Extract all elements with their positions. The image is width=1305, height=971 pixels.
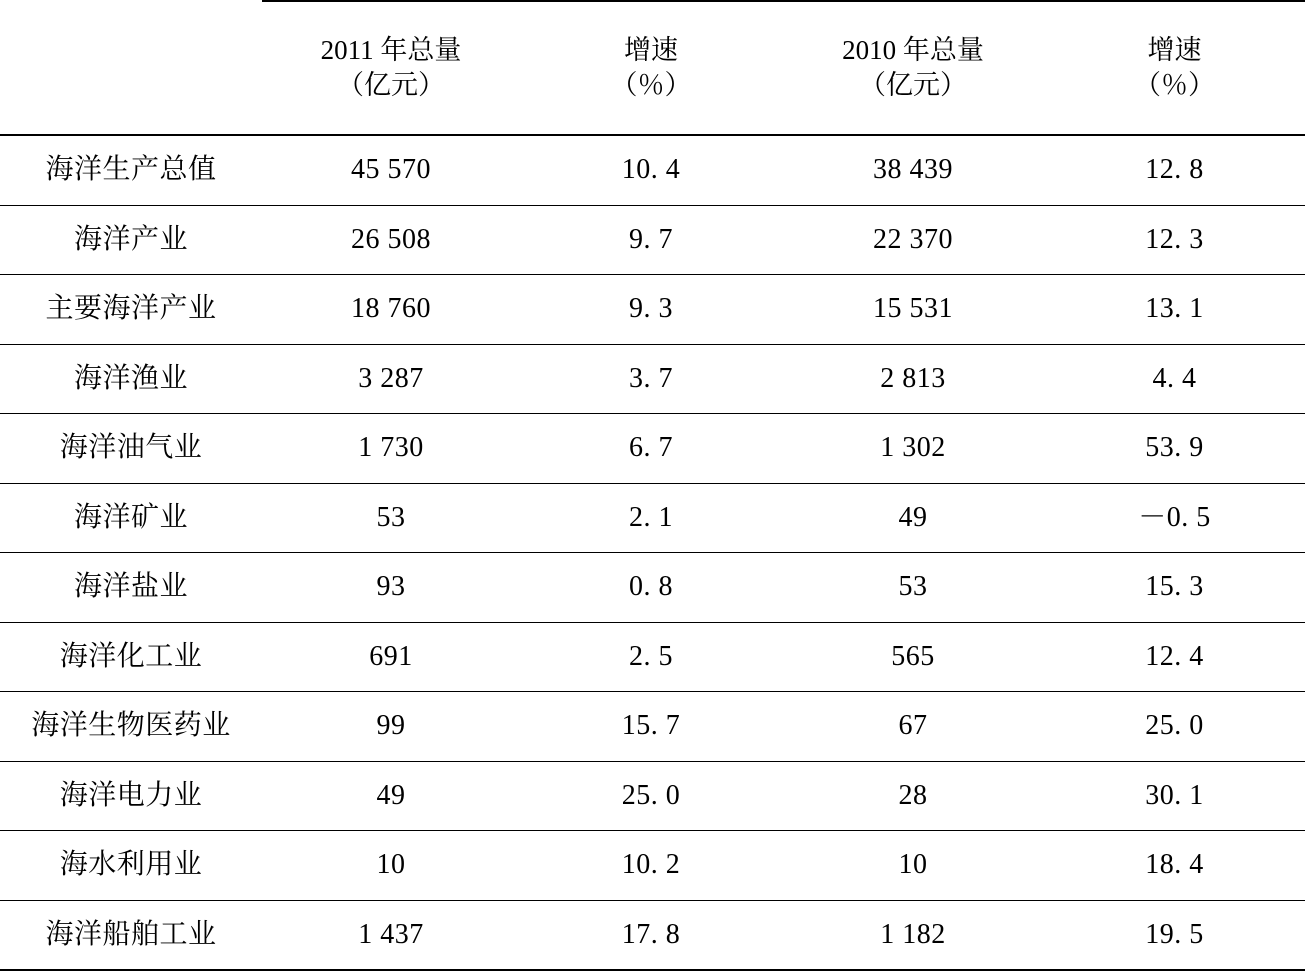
cell-growth-2010: 15. 3	[1044, 553, 1305, 623]
header-line-2: （％）	[1134, 70, 1215, 100]
cell-growth-2011: 10. 4	[520, 135, 782, 205]
cell-total-2010: 1 182	[782, 900, 1044, 970]
header-cell-growth-2010	[1044, 1, 1305, 135]
cell-growth-2010: 19. 5	[1044, 900, 1305, 970]
cell-growth-2010: 13. 1	[1044, 275, 1305, 345]
header-cell-corner	[0, 1, 262, 135]
table-row	[0, 275, 1305, 345]
cell-growth-2010: 25. 0	[1044, 692, 1305, 762]
table-row	[0, 761, 1305, 831]
row-label: 海洋渔业	[0, 344, 262, 414]
row-label: 海洋产业	[0, 205, 262, 275]
cell-growth-2010: －0. 5	[1044, 483, 1305, 553]
cell-total-2011: 53	[262, 483, 520, 553]
header-line-1: 增速	[1147, 35, 1202, 66]
cell-total-2010: 10	[782, 831, 1044, 901]
header-line-1: 增速	[624, 35, 678, 66]
cell-total-2011: 49	[262, 761, 520, 831]
table-row	[0, 344, 1305, 414]
cell-total-2011: 93	[262, 553, 520, 623]
cell-total-2011: 26 508	[262, 205, 520, 275]
cell-growth-2011: 25. 0	[520, 761, 782, 831]
cell-total-2011: 3 287	[262, 344, 520, 414]
cell-growth-2011: 9. 7	[520, 205, 782, 275]
cell-growth-2010: 53. 9	[1044, 414, 1305, 484]
cell-growth-2010: 12. 4	[1044, 622, 1305, 692]
cell-total-2011: 99	[262, 692, 520, 762]
cell-growth-2010: 12. 3	[1044, 205, 1305, 275]
table-row	[0, 553, 1305, 623]
cell-total-2011: 18 760	[262, 275, 520, 345]
cell-total-2011: 1 437	[262, 900, 520, 970]
row-label: 海洋生产总值	[0, 135, 262, 205]
cell-total-2010: 67	[782, 692, 1044, 762]
cell-total-2010: 53	[782, 553, 1044, 623]
table-row	[0, 622, 1305, 692]
cell-total-2011: 10	[262, 831, 520, 901]
header-line-1: 2010 年总量	[842, 35, 984, 66]
cell-growth-2011: 17. 8	[520, 900, 782, 970]
table-row	[0, 831, 1305, 901]
row-label: 海洋油气业	[0, 414, 262, 484]
header-line-2: （亿元）	[337, 70, 445, 100]
header-cell-total-2011	[262, 1, 520, 135]
cell-total-2010: 49	[782, 483, 1044, 553]
cell-growth-2011: 3. 7	[520, 344, 782, 414]
cell-growth-2011: 0. 8	[520, 553, 782, 623]
table-row	[0, 483, 1305, 553]
row-label: 海水利用业	[0, 831, 262, 901]
table-header-row	[0, 1, 1305, 135]
table-row	[0, 692, 1305, 762]
cell-growth-2010: 30. 1	[1044, 761, 1305, 831]
cell-total-2010: 15 531	[782, 275, 1044, 345]
cell-total-2010: 28	[782, 761, 1044, 831]
cell-total-2010: 565	[782, 622, 1044, 692]
cell-growth-2010: 12. 8	[1044, 135, 1305, 205]
cell-growth-2011: 9. 3	[520, 275, 782, 345]
cell-total-2010: 22 370	[782, 205, 1044, 275]
header-cell-growth-2011	[520, 1, 782, 135]
cell-growth-2011: 2. 5	[520, 622, 782, 692]
table-row	[0, 135, 1305, 205]
row-label: 海洋生物医药业	[0, 692, 262, 762]
cell-growth-2011: 15. 7	[520, 692, 782, 762]
cell-total-2011: 45 570	[262, 135, 520, 205]
cell-total-2011: 1 730	[262, 414, 520, 484]
row-label: 海洋化工业	[0, 622, 262, 692]
row-label: 海洋电力业	[0, 761, 262, 831]
row-label: 海洋船舶工业	[0, 900, 262, 970]
cell-growth-2011: 10. 2	[520, 831, 782, 901]
cell-growth-2010: 4. 4	[1044, 344, 1305, 414]
cell-growth-2011: 6. 7	[520, 414, 782, 484]
cell-total-2011: 691	[262, 622, 520, 692]
cell-growth-2011: 2. 1	[520, 483, 782, 553]
row-label: 海洋矿业	[0, 483, 262, 553]
cell-total-2010: 2 813	[782, 344, 1044, 414]
header-line-2: （亿元）	[859, 70, 967, 100]
table-row	[0, 205, 1305, 275]
cell-total-2010: 38 439	[782, 135, 1044, 205]
cell-growth-2010: 18. 4	[1044, 831, 1305, 901]
header-line-1: 2011 年总量	[320, 35, 462, 66]
table-row	[0, 900, 1305, 970]
header-line-2: （％）	[610, 70, 692, 100]
row-label: 海洋盐业	[0, 553, 262, 623]
header-cell-total-2010	[782, 1, 1044, 135]
row-label: 主要海洋产业	[0, 275, 262, 345]
table-row	[0, 414, 1305, 484]
cell-total-2010: 1 302	[782, 414, 1044, 484]
